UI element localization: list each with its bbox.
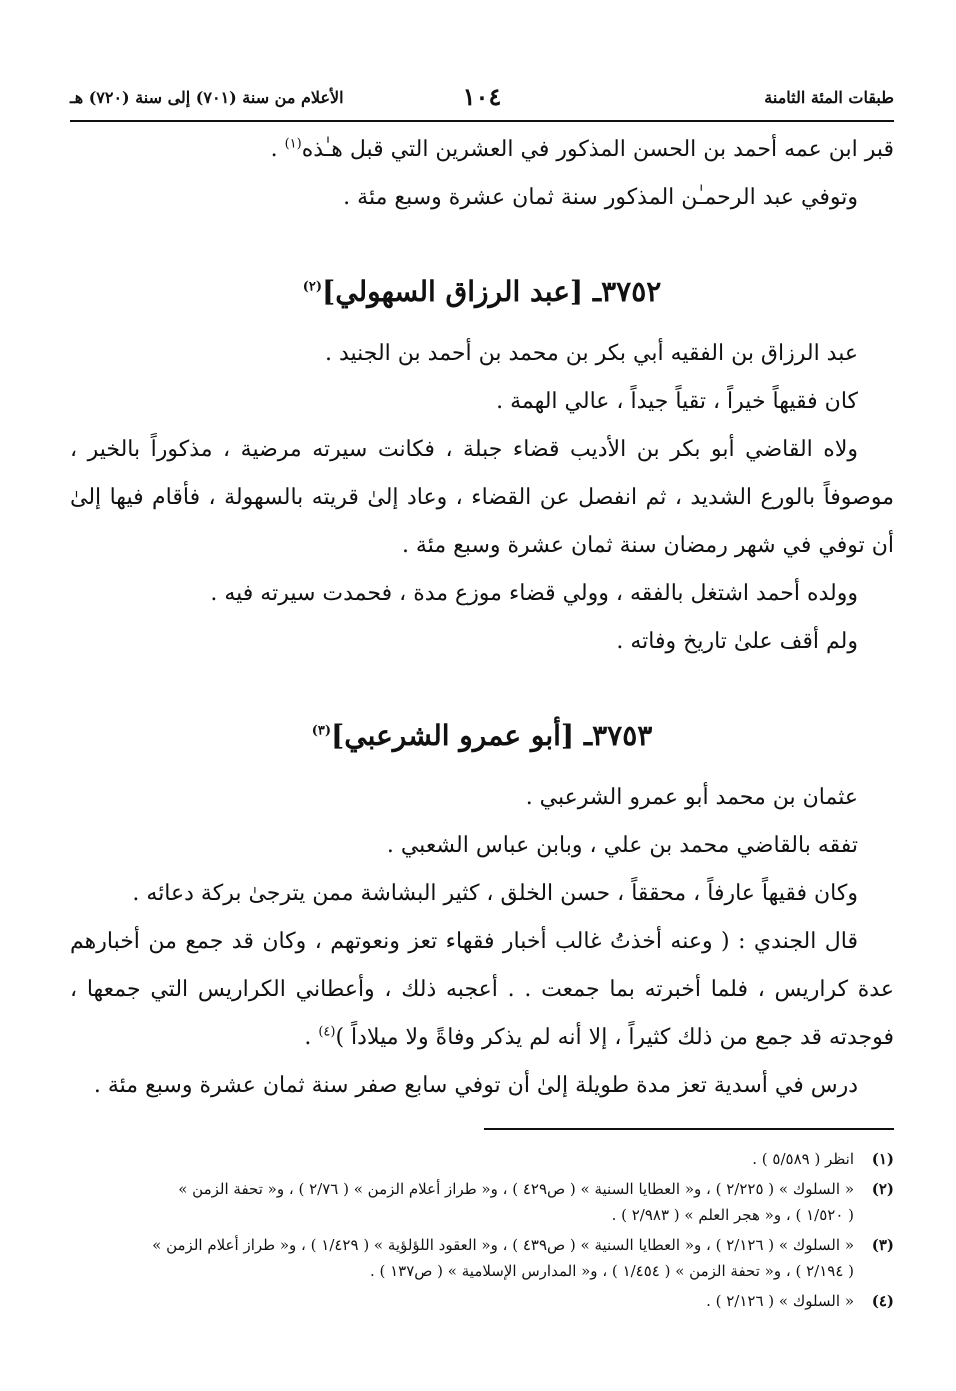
footnotes xyxy=(70,1146,894,1318)
footnote-text: « السلوك » ( ٢/٢٢٥ ) ، و« العطايا السنية » ( ص٤٢٩ ) ، و« طراز أعلام الزمن » ( ٢/٧٦ ) ، و« تحفة الزمن » ( ١/٥٢٠ ) ، و« هجر العلم » ( ٢/٩٨٣ ) . xyxy=(178,1180,854,1224)
footnote xyxy=(70,1232,894,1284)
entry-heading: ٣٧٥٣ـ [أبو عمرو الشرعبي]$^{(٣)}$ xyxy=(311,719,653,752)
header-book-section: طبقات المئة الثامنة xyxy=(764,88,894,107)
footnote-number: (١) xyxy=(871,1150,894,1168)
paragraph: وتوفي عبد الرحمـٰن المذكور سنة ثمان عشرة وسبع مئة . xyxy=(343,185,858,210)
paragraph: ولاه القاضي أبو بكر بن الأديب قضاء جبلة ، فكانت سيرته مرضية ، مذكوراً بالخير ، موصوفاً بالورع الشديد ، ثم انفصل عن القضاء ، وعاد إلىٰ قريته بالسهولة ، فأقام فيها إلىٰ أن توفي في شهر رمضان سنة ثمان عشرة وسبع مئة . xyxy=(70,437,894,558)
footnote-ref: (٣) xyxy=(311,723,332,739)
running-header xyxy=(70,82,894,118)
footnote-divider xyxy=(484,1128,894,1130)
page-number: ١٠٤ xyxy=(462,82,502,111)
footnote-number: (٣) xyxy=(871,1236,894,1254)
footnote-ref: (٢) xyxy=(302,279,322,295)
footnote xyxy=(70,1146,894,1172)
footnote xyxy=(70,1176,894,1228)
paragraph: وولده أحمد اشتغل بالفقه ، وولي قضاء موزع مدة ، فحمدت سيرته فيه . xyxy=(210,581,858,606)
main-text xyxy=(70,126,894,1110)
footnote-text: « السلوك » ( ٢/١٢٦ ) . xyxy=(706,1292,854,1310)
header-range: الأعلام من سنة (٧٠١) إلى سنة (٧٢٠) هـ xyxy=(70,88,344,107)
paragraph: عبد الرزاق بن الفقيه أبي بكر بن محمد بن أحمد بن الجنيد . xyxy=(324,341,858,366)
footnote-text: انظر ( ٥/٥٨٩ ) . xyxy=(752,1150,854,1168)
quote-paragraph: قال الجندي : ( وعنه أخذتُ غالب أخبار فقهاء تعز ونعوتهم ، وكان قد جمع من أخبارهم عدة كراريس ، فلما أخبرته بما جمعت . . أعجبه ذلك ، وأعطاني الكراريس التي جمعها ، فوجدته قد جمع من ذلك كثيراً ، إلا أنه لم يذكر وفاةً ولا ميلاداً )$^{(٤)}$ . xyxy=(70,929,894,1050)
footnote xyxy=(70,1288,894,1314)
paragraph: تفقه بالقاضي محمد بن علي ، وبابن عباس الشعبي . xyxy=(386,833,858,858)
entry-heading: ٣٧٥٢ـ [عبد الرزاق السهولي]$^{(٢)}$ xyxy=(302,275,662,308)
footnote-number: (٢) xyxy=(871,1180,894,1198)
footnote-number: (٤) xyxy=(871,1292,894,1310)
paragraph: درس في أسدية تعز مدة طويلة إلىٰ أن توفي سابع صفر سنة ثمان عشرة وسبع مئة . xyxy=(93,1073,858,1098)
paragraph: كان فقيهاً خيراً ، تقياً جيداً ، عالي الهمة . xyxy=(496,389,858,414)
paragraph: قبر ابن عمه أحمد بن الحسن المذكور في العشرين التي قبل هـٰذه$^{(١)}$ . xyxy=(270,136,894,162)
footnote-ref: (٤) xyxy=(318,1024,336,1040)
paragraph: وكان فقيهاً عارفاً ، محققاً ، حسن الخلق ، كثير البشاشة ممن يترجىٰ بركة دعائه . xyxy=(132,881,858,906)
footnote-ref: (١) xyxy=(284,136,302,152)
footnote-text: « السلوك » ( ٢/١٢٦ ) ، و« العطايا السنية » ( ص٤٣٩ ) ، و« العقود اللؤلؤية » ( ١/٤٢٩ ) ، و« طراز أعلام الزمن » ( ٢/١٩٤ ) ، و« تحفة الزمن » ( ١/٤٥٤ ) ، و« المدارس الإسلامية » ( ص١٣٧ ) . xyxy=(152,1236,854,1280)
paragraph: عثمان بن محمد أبو عمرو الشرعبي . xyxy=(525,785,858,810)
paragraph: ولم أقف علىٰ تاريخ وفاته . xyxy=(616,629,858,654)
header-divider xyxy=(70,120,894,122)
